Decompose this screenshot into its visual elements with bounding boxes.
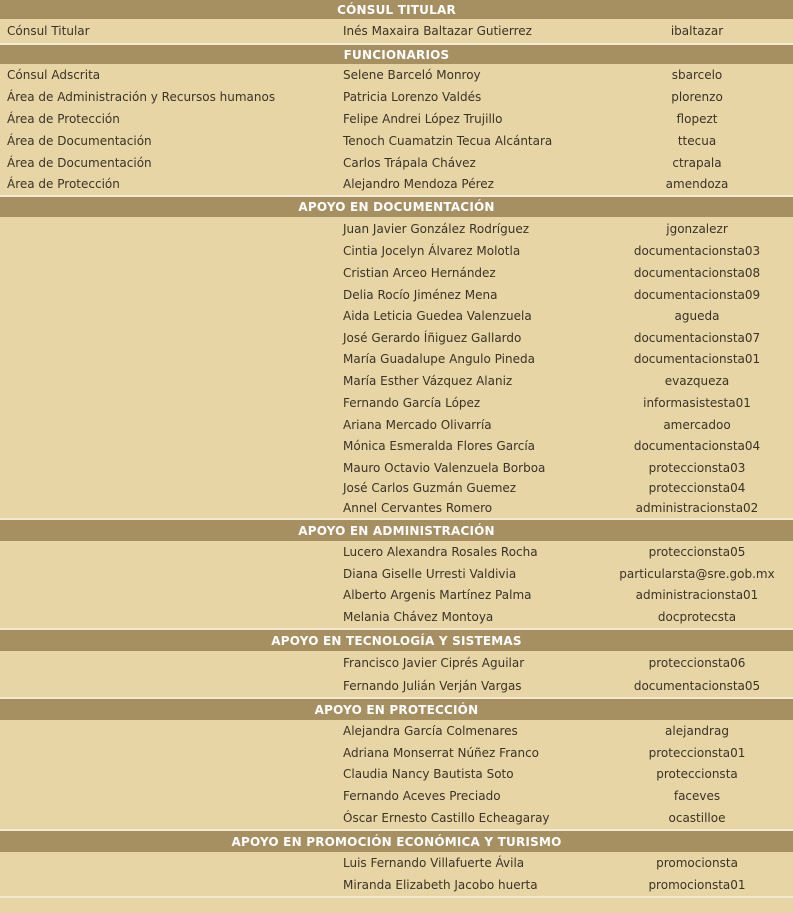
name-cell: María Guadalupe Angulo Pineda (343, 352, 535, 366)
directory-row (0, 785, 793, 807)
user-cell: amendoza (665, 177, 729, 191)
name-cell: José Carlos Guzmán Guemez (343, 480, 517, 495)
user-cell: evazqueza (664, 373, 730, 388)
directory-row (0, 874, 793, 896)
name-cell: Tenoch Cuamatzin Tecua Alcántara (343, 134, 553, 148)
directory-row (0, 742, 793, 763)
user-cell: proteccionsta01 (648, 745, 746, 760)
name-cell: Cristian Arceo Hernández (343, 266, 496, 280)
directory-row (0, 327, 793, 348)
directory-row (0, 86, 793, 108)
section-header: APOYO EN PROTECCIÓN (0, 699, 793, 720)
directory-row (0, 563, 793, 584)
name-cell: Óscar Ernesto Castillo Echeagaray (343, 811, 550, 825)
user-cell: proteccionsta05 (648, 545, 746, 559)
area-cell: Área de Administración y Recursos humanos (7, 90, 276, 104)
user-cell: sbarcelo (671, 68, 723, 82)
name-cell: Alejandra García Colmenares (343, 724, 518, 738)
directory-row (0, 173, 793, 195)
name-cell: Fernando García López (343, 395, 481, 410)
user-cell: docprotecsta (657, 610, 737, 624)
user-cell: ctrapala (672, 155, 722, 170)
area-cell: Área de Protección (7, 177, 120, 191)
user-cell: plorenzo (671, 90, 723, 104)
name-cell: Felipe Andrei López Trujillo (343, 112, 503, 126)
section-header: APOYO EN TECNOLOGÍA Y SISTEMAS (0, 630, 793, 651)
user-cell: documentacionsta07 (633, 330, 761, 345)
area-cell: Área de Documentación (7, 134, 152, 148)
directory-row (0, 497, 793, 518)
user-cell: flopezt (676, 112, 718, 126)
user-cell: proteccionsta (656, 767, 738, 781)
directory-row (0, 152, 793, 173)
user-cell: administracionsta01 (635, 588, 759, 602)
section-header: APOYO EN DOCUMENTACIÓN (0, 197, 793, 217)
directory-row (0, 478, 793, 497)
section-header: APOYO EN PROMOCIÓN ECONÓMICA Y TURISMO (0, 831, 793, 852)
area-cell: Área de Protección (7, 112, 120, 126)
name-cell: Claudia Nancy Bautista Soto (343, 767, 514, 781)
user-cell: documentacionsta08 (633, 266, 761, 280)
directory-row (0, 217, 793, 240)
section-header: APOYO EN ADMINISTRACIÓN (0, 520, 793, 541)
name-cell: Selene Barceló Monroy (343, 68, 481, 82)
area-cell: Cónsul Titular (7, 24, 90, 38)
name-cell: Francisco Javier Ciprés Aguilar (343, 656, 525, 670)
name-cell: José Gerardo Íñiguez Gallardo (343, 330, 522, 345)
user-cell: promocionsta (656, 856, 738, 870)
user-cell: promocionsta01 (648, 878, 746, 892)
directory-row (0, 651, 793, 675)
user-cell: agueda (674, 309, 720, 323)
user-cell: documentacionsta09 (633, 287, 761, 302)
directory-row (0, 240, 793, 262)
directory-row (0, 391, 793, 414)
user-cell: proteccionsta04 (648, 480, 746, 495)
user-cell: administracionsta02 (635, 500, 759, 515)
section-header: FUNCIONARIOS (0, 45, 793, 64)
directory-row (0, 584, 793, 606)
directory-row (0, 807, 793, 829)
user-cell: amercadoo (663, 417, 731, 432)
area-cell: Cónsul Adscrita (7, 68, 101, 82)
directory-row (0, 305, 793, 327)
name-cell: Mónica Esmeralda Flores García (343, 439, 536, 453)
name-cell: Alejandro Mendoza Pérez (343, 177, 494, 191)
user-cell: proteccionsta03 (648, 460, 746, 475)
directory-row (0, 130, 793, 152)
directory-row (0, 370, 793, 391)
name-cell: Melania Chávez Montoya (343, 610, 494, 624)
directory-row (0, 541, 793, 563)
user-cell: faceves (673, 789, 721, 803)
directory-row (0, 414, 793, 435)
directory-row (0, 108, 793, 130)
user-cell: informasistesta01 (643, 395, 751, 410)
directory-row (0, 19, 793, 43)
directory-row (0, 675, 793, 697)
name-cell: Luis Fernando Villafuerte Ávila (343, 856, 525, 870)
name-cell: Patricia Lorenzo Valdés (343, 90, 482, 104)
section-divider (0, 896, 793, 898)
area-cell: Área de Documentación (7, 155, 152, 170)
directory-row (0, 64, 793, 86)
user-cell: ibaltazar (670, 24, 724, 38)
directory-row (0, 262, 793, 284)
directory-row (0, 284, 793, 305)
user-cell: documentacionsta04 (633, 439, 761, 453)
directory-row (0, 457, 793, 478)
directory-row (0, 348, 793, 370)
name-cell: Inés Maxaira Baltazar Gutierrez (343, 24, 532, 38)
name-cell: Delia Rocío Jiménez Mena (343, 287, 498, 302)
name-cell: Alberto Argenis Martínez Palma (343, 588, 532, 602)
user-cell: documentacionsta05 (633, 679, 761, 693)
user-cell: ttecua (677, 134, 717, 148)
name-cell: Diana Giselle Urresti Valdivia (343, 566, 517, 581)
user-cell: ocastilloe (668, 811, 726, 825)
user-cell: alejandrag (665, 724, 729, 738)
user-cell: particularsta@sre.gob.mx (619, 566, 775, 581)
name-cell: Carlos Trápala Chávez (343, 155, 476, 170)
name-cell: Fernando Julián Verján Vargas (343, 679, 522, 693)
name-cell: Cintia Jocelyn Álvarez Molotla (343, 244, 521, 258)
name-cell: Ariana Mercado Olivarría (343, 417, 492, 432)
name-cell: Annel Cervantes Romero (343, 500, 493, 515)
directory-row (0, 720, 793, 742)
name-cell: Juan Javier González Rodríguez (343, 221, 530, 236)
user-cell: jgonzalezr (666, 221, 728, 236)
directory-row (0, 763, 793, 785)
name-cell: Miranda Elizabeth Jacobo huerta (343, 878, 538, 892)
user-cell: documentacionsta03 (633, 244, 761, 258)
name-cell: Fernando Aceves Preciado (343, 789, 501, 803)
name-cell: Aida Leticia Guedea Valenzuela (343, 309, 532, 323)
user-cell: documentacionsta01 (633, 352, 761, 366)
name-cell: María Esther Vázquez Alaniz (343, 373, 513, 388)
directory-row (0, 606, 793, 628)
name-cell: Mauro Octavio Valenzuela Borboa (343, 460, 546, 475)
directory-row (0, 435, 793, 457)
name-cell: Lucero Alexandra Rosales Rocha (343, 545, 538, 559)
section-header: CÓNSUL TITULAR (0, 0, 793, 19)
user-cell: proteccionsta06 (648, 656, 746, 670)
directory-row (0, 852, 793, 874)
name-cell: Adriana Monserrat Núñez Franco (343, 745, 540, 760)
